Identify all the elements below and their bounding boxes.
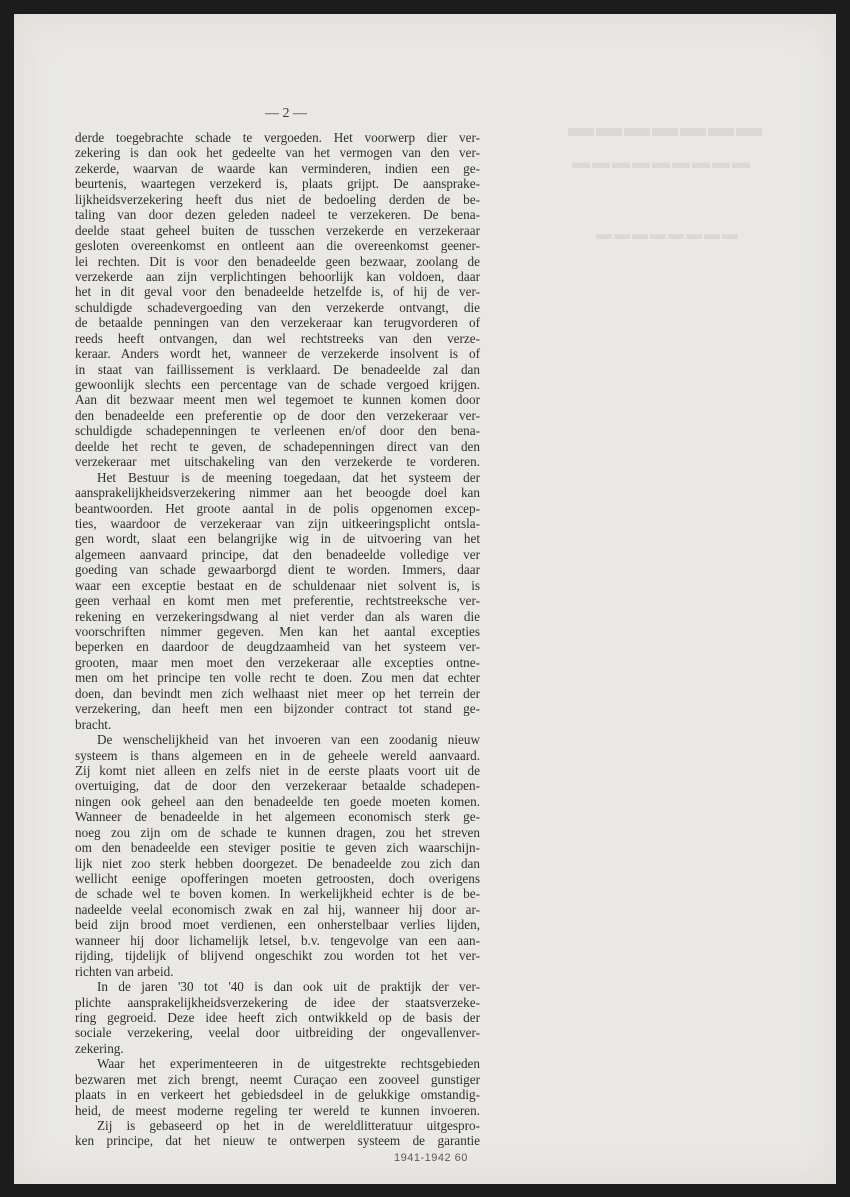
text-line: plaats in en verkeert het gebiedsdeel in de gelukkige omstandig- (75, 1087, 480, 1103)
text-line: den benadeelde een preferentie op de door den verzekeraar ver- (75, 407, 480, 423)
text-line: deelde het recht te geven, de schadepenningen direct van den (75, 438, 480, 454)
text-line: noeg zou zijn om de schade te kunnen dragen, zou het streven (75, 824, 480, 840)
text-line: beurtenis, waartegen verzekerd is, plaats grijpt. De aansprake- (75, 176, 480, 192)
text-line: heid, de meest moderne regeling ter wereld te kunnen invoeren. (75, 1102, 480, 1118)
bleed-through: ▬▬▬▬▬▬▬▬▬ (570, 152, 750, 172)
text-line: gesloten overeenkomst en ontleent aan die overeenkomst geener- (75, 238, 480, 254)
text-line: ties, waardoor de verzekeraar van zijn uitkeeringsplicht ontsla- (75, 515, 480, 531)
text-line: Zij komt niet alleen en zelfs niet in de eerste plaats voort uit de (75, 762, 480, 778)
text-line: beid zijn brood moet verdienen, een onherstelbaar verlies lijden, (75, 917, 480, 933)
text-line: overtuiging, dat de door den verzekeraar betaalde schadepen- (75, 778, 480, 794)
text-line: reeds heeft ontvangen, dan wel rechtstreeks van den verze- (75, 330, 480, 346)
text-line: het in dit geval voor den benadeelde hetzelfde is, of hij de ver- (75, 284, 480, 300)
text-line: beperken en daardoor de deugdzaamheid van het systeem ver- (75, 639, 480, 655)
text-line: Wanneer de benadeelde in het algemeen economisch sterk ge- (75, 809, 480, 825)
text-line: grooten, maar men moet den verzekeraar alle excepties ontne- (75, 654, 480, 670)
text-line: zekering. (75, 1040, 124, 1056)
text-line: gewoonlijk slechts een percentage van de schade vergoed krijgen. (75, 377, 480, 392)
text-line: bracht. (75, 716, 112, 732)
text-line: gen wordt, slaat een belangrijke wig in de uitvoering van het (75, 531, 480, 547)
text-line: De wenschelijkheid van het invoeren van een zoodanig nieuw (97, 732, 480, 748)
text-line: de schade wel te boven komen. In werkelijkheid echter is de be- (75, 886, 480, 902)
bleed-through: ▬▬▬▬▬▬▬▬ (594, 226, 738, 243)
text-line: nadeelde veelal economisch zwak en zal hij, wanneer hij door ar- (75, 901, 480, 917)
text-line: Het Bestuur is de meening toegedaan, dat het systeem der (97, 469, 480, 485)
text-line: rekening en verzekeringsdwang al niet verder dan als waren die (75, 608, 480, 624)
text-line: lijkheidsverzekering heeft dus niet de bedoeling derden de be- (75, 191, 480, 207)
text-line: verzekerde aan zijn verplichtingen behoorlijk kan voldoen, daar (75, 268, 480, 284)
text-line: derde toegebrachte schade te vergoeden. Het voorwerp dier ver- (75, 130, 480, 145)
text-line: zekering is dan ook het gedeelte van het vermogen van den ver- (75, 145, 480, 161)
text-line: richten van arbeid. (75, 963, 174, 979)
text-line: Aan dit bezwaar meent men wel tegemoet te kunnen komen door (75, 392, 480, 408)
text-line: schuldigde schadepenningen te verleenen en/of door den bena- (75, 423, 480, 439)
text-line: ring gegroeid. Deze idee heeft zich ontwikkeld op de basis der (75, 1009, 480, 1025)
text-line: deelde staat geheel buiten de tusschen verzekerde en verzekeraar (75, 222, 480, 238)
text-line: ken principe, dat het nieuw te ontwerpen systeem de garantie (75, 1133, 480, 1149)
text-line: waar een exceptie bestaat en de schuldenaar niet solvent is, is (75, 577, 480, 593)
document-page (14, 14, 836, 1184)
text-line: sociale verzekering, veelal door uitbreiding der ongevallenver- (75, 1025, 480, 1041)
text-line: Waar het experimenteeren in de uitgestrekte rechtsgebieden (97, 1056, 480, 1072)
bleed-through: ▬▬▬▬▬▬▬ (566, 112, 762, 142)
text-line: verzekeraar met uitschakeling van den verzekerde te vorderen. (75, 454, 480, 470)
text-line: zekerde, waarvan de waarde kan verminderen, indien een ge- (75, 160, 480, 176)
text-line: in staat van faillissement is verklaard. De benadeelde zal dan (75, 361, 480, 377)
text-line: wellicht eenige opofferingen moeten getroosten, doch overigens (75, 871, 480, 886)
text-line: bezwaren met zich brengt, neemt Curaçao een zooveel gunstiger (75, 1071, 480, 1087)
text-line: lei rechten. Dit is voor den benadeelde geen bezwaar, zoolang de (75, 253, 480, 269)
text-line: lijk niet zoo sterk hebben doorgezet. De benadeelde zou zich dan (75, 855, 480, 871)
text-line: ningen ook geheel aan den benadeelde ten goede moeten komen. (75, 793, 480, 809)
text-line: verzekering, dan heeft men een bijzonder contract tot stand ge- (75, 701, 480, 717)
text-line: doen, dan bevindt men zich welhaast niet meer op het terrein der (75, 685, 480, 701)
text-line: Zij is gebaseerd op het in de wereldlitteratuur uitgespro- (97, 1118, 480, 1133)
text-line: de betaalde penningen van den verzekeraar kan terugvorderen of (75, 315, 480, 331)
text-line: algemeen aanvaard principe, dat den benadeelde volledige ver (75, 546, 480, 562)
text-line: taling van door dezen geleden nadeel te verzekeren. De bena- (75, 207, 480, 223)
text-line: rijding, tijdelijk of blijvend ongeschikt zou worden tot het ver- (75, 948, 480, 964)
text-line: wanneer hij door lichamelijk letsel, b.v. tengevolge van een aan- (75, 932, 480, 948)
text-line: voorschriften nimmer gegeven. Men kan het aantal excepties (75, 624, 480, 639)
text-line: om den benadeelde een steviger positie te geven zich waarschijn- (75, 840, 480, 856)
text-line: plichte aansprakelijkheidsverzekering de idee der staatsverzeke- (75, 994, 480, 1010)
text-line: keraar. Anders wordt het, wanneer de verzekerde insolvent is of (75, 346, 480, 362)
text-line: systeem is thans algemeen en in de geheele wereld aanvaard. (75, 747, 480, 763)
text-line: In de jaren '30 tot '40 is dan ook uit de praktijk der ver- (97, 979, 480, 995)
text-line: men om het principe ten volle recht te doen. Zou men dat echter (75, 670, 480, 686)
body-text (75, 130, 480, 1149)
page-number: — 2 — (265, 106, 307, 121)
text-line: geen verhaal en komt men met preferentie, rechtstreeksche ver- (75, 593, 480, 609)
text-line: beantwoorden. Het groote aantal in de polis opgenomen excep- (75, 500, 480, 516)
text-line: goeding van schade gewaarborgd dient te worden. Immers, daar (75, 562, 480, 578)
text-line: schuldigde schadevergoeding van den verzekerde ontvangt, die (75, 299, 480, 315)
text-line: aansprakelijkheidsverzekering nimmer aan het beoogde doel kan (75, 485, 480, 501)
archive-stamp: 1941-1942 60 (394, 1152, 468, 1164)
